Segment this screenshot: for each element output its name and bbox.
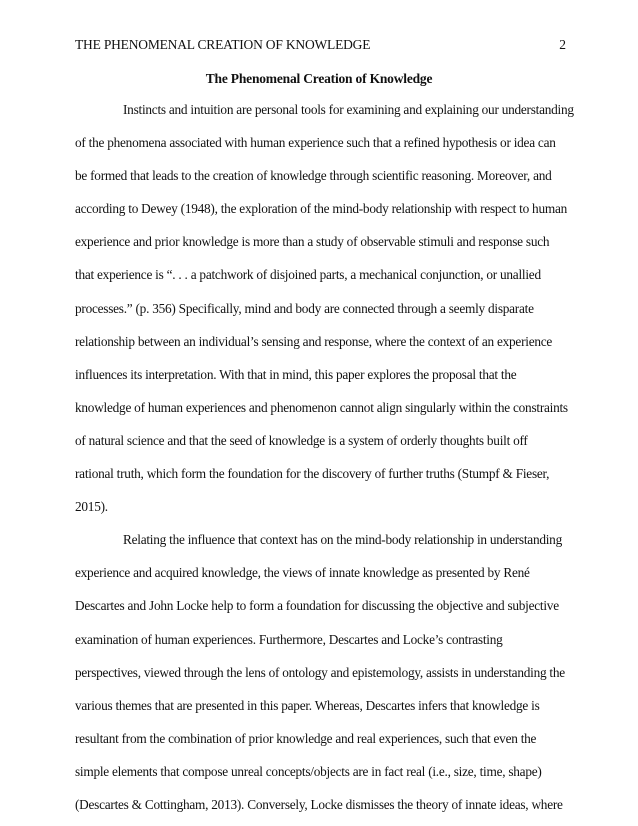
paragraph-2-line-3: Descartes and John Locke help to form a foundation for discussing the objective and subjective — [75, 598, 559, 614]
paragraph-1-line-6: that experience is “. . . a patchwork of disjoined parts, a mechanical conjunction, or unallied — [75, 267, 541, 283]
paragraph-1-line-10: knowledge of human experiences and phenomenon cannot align singularly within the constraints — [75, 399, 568, 415]
paragraph-1-line-8: relationship between an individual’s sensing and response, where the context of an experience — [75, 333, 553, 349]
paragraph-1-line-11: of natural science and that the seed of knowledge is a system of orderly thoughts built off — [75, 432, 528, 448]
paragraph-2-line-9: (Descartes & Cottingham, 2013). Conversely, Locke dismisses the theory of innate ideas, where — [75, 796, 563, 812]
paragraph-2-line-5: perspectives, viewed through the lens of ontology and epistemology, assists in understanding the — [75, 664, 565, 680]
paragraph-1-line-12: rational truth, which form the foundation for the discovery of further truths (Stumpf & Fieser, — [75, 466, 550, 482]
paragraph-1-line-3: be formed that leads to the creation of knowledge through scientific reasoning. Moreover, and — [75, 168, 552, 184]
paper-title: The Phenomenal Creation of Knowledge — [205, 71, 433, 86]
paragraph-2-line-4: examination of human experiences. Furthermore, Descartes and Locke’s contrasting — [75, 631, 503, 647]
page-number: 2 — [559, 37, 566, 52]
paragraph-1-line-5: experience and prior knowledge is more than a study of observable stimuli and response such — [75, 234, 550, 250]
paragraph-2-line-2: experience and acquired knowledge, the views of innate knowledge as presented by René — [75, 565, 530, 581]
paragraph-1-line-9: influences its interpretation. With that in mind, this paper explores the proposal that the — [75, 366, 517, 382]
paragraph-2-line-6: various themes that are presented in this paper. Whereas, Descartes infers that knowledge is — [75, 697, 540, 713]
paragraph-1-line-1: Instincts and intuition are personal tools for examining and explaining our understanding — [123, 102, 574, 117]
body-text — [75, 97, 575, 825]
paragraph-2-line-7: resultant from the combination of prior knowledge and real experiences, such that even the — [75, 730, 537, 746]
paragraph-1-line-7: processes.” (p. 356) Specifically, mind and body are connected through a seemly disparate — [75, 300, 534, 316]
paragraph-2-line-1: Relating the influence that context has on the mind-body relationship in understanding — [123, 532, 562, 548]
paragraph-1-line-2: of the phenomena associated with human experience such that a refined hypothesis or idea can — [75, 135, 556, 151]
paragraph-1-line-4: according to Dewey (1948), the exploration of the mind-body relationship with respect to human — [75, 201, 567, 217]
running-head: THE PHENOMENAL CREATION OF KNOWLEDGE — [75, 37, 371, 52]
paragraph-1-line-13: 2015). — [75, 499, 108, 515]
paragraph-2-line-8: simple elements that compose unreal concepts/objects are in fact real (i.e., size, time, shape) — [75, 763, 542, 779]
